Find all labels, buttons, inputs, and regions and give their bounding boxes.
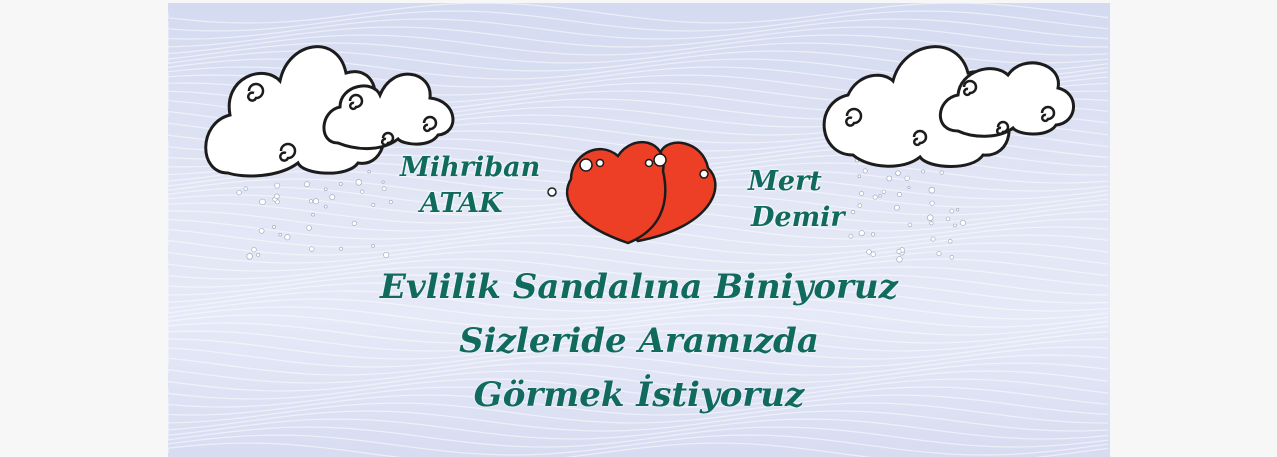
rain-drop [304, 182, 309, 187]
rain-drop [940, 171, 944, 175]
rain-drop [863, 169, 867, 173]
rain-drop [339, 182, 342, 185]
bride-first-name: Mihriban [400, 152, 541, 183]
rain-drop [887, 176, 892, 181]
rain-drop [908, 186, 910, 188]
rain-drop [948, 239, 952, 243]
rain-drop [372, 203, 375, 206]
rain-drop [879, 195, 882, 198]
rain-drop [356, 179, 362, 185]
rain-drop [897, 192, 901, 196]
rain-drop [851, 210, 854, 213]
rain-drop [931, 237, 935, 241]
rain-drop [956, 208, 959, 211]
rain-drop [275, 183, 280, 188]
rain-drop [897, 249, 901, 253]
rain-drop [894, 205, 899, 210]
rain-drop [946, 217, 950, 221]
rain-drop [896, 171, 901, 176]
rain-drop [260, 199, 266, 205]
hearts-icon [548, 142, 715, 243]
rain-drop [389, 200, 392, 203]
rain-drop [259, 228, 264, 233]
rain-drop [930, 201, 934, 205]
rain-drop [382, 187, 386, 191]
rain-drop [930, 222, 933, 225]
rain-drop [244, 187, 248, 191]
message-line-3: Görmek İstiyoruz [473, 375, 805, 415]
rain-drop [954, 224, 957, 227]
groom-last-name: Demir [751, 202, 845, 233]
rain-drop [858, 175, 861, 178]
rain-drop [339, 247, 342, 250]
rain-drop [871, 252, 876, 257]
rain-drop [352, 221, 356, 225]
rain-drop [384, 252, 389, 257]
rain-drop [237, 190, 242, 195]
rain-drop [273, 225, 276, 228]
rain-drop [247, 253, 253, 259]
invitation-card [168, 3, 1110, 457]
rain-drop [372, 244, 375, 247]
rain-drop [950, 209, 954, 213]
message-line-1: Evlilik Sandalına Biniyoruz [380, 267, 898, 307]
rain-drop [950, 255, 954, 259]
rain-drop [882, 190, 886, 194]
rain-drop [313, 199, 318, 204]
rain-drop [859, 230, 864, 235]
rain-drop [279, 233, 282, 236]
rain-drop [285, 235, 290, 240]
rain-drop [310, 247, 315, 252]
rain-drop [257, 253, 260, 256]
message-line-2: Sizleride Aramızda [459, 321, 819, 361]
rain-drop [324, 188, 327, 191]
rain-drop [929, 187, 935, 193]
rain-drop [368, 170, 371, 173]
rain-drop [275, 194, 280, 199]
rain-drop [382, 181, 384, 183]
rain-drop [252, 247, 257, 252]
rain-drop [905, 176, 910, 181]
rain-drop [360, 190, 364, 194]
rain-drop [312, 213, 315, 216]
rain-drop [307, 226, 312, 231]
rain-drop [330, 195, 335, 200]
rain-drop [309, 200, 312, 203]
bride-last-name: ATAK [420, 188, 503, 219]
rain-drop [960, 220, 965, 225]
groom-first-name: Mert [748, 166, 822, 197]
rain-drop [908, 223, 912, 227]
rain-drop [927, 215, 933, 221]
rain-drop [873, 195, 877, 199]
rain-drop [937, 251, 941, 255]
rain-drop [849, 234, 853, 238]
rain-drop [871, 233, 874, 236]
rain-drop [324, 205, 327, 208]
rain-drop [860, 192, 864, 196]
right-cloud-icon [824, 47, 1073, 167]
rain-drop [858, 204, 862, 208]
rain-drop [922, 170, 925, 173]
